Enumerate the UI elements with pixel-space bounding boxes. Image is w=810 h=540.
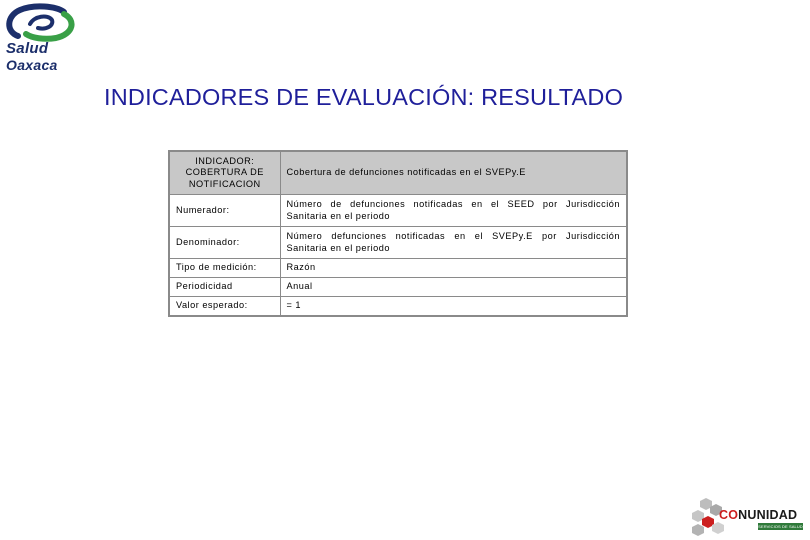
indicator-label-line: INDICADOR:	[195, 155, 255, 166]
row-value: = 1	[280, 297, 627, 317]
table-header-row	[169, 151, 627, 195]
conunidad-brand-text	[719, 508, 797, 522]
page-title: INDICADORES DE EVALUACIÓN: RESULTADO	[104, 84, 624, 110]
salud-swirl-icon	[4, 2, 84, 42]
row-label: Numerador:	[169, 195, 280, 227]
indicator-label-cell	[169, 151, 280, 195]
logo-text-salud: Salud	[6, 40, 49, 57]
indicator-table	[168, 150, 628, 317]
table-row	[169, 227, 627, 259]
brand-rest: NUNIDAD	[738, 508, 798, 522]
row-value: Anual	[280, 278, 627, 297]
logo-text-oaxaca: Oaxaca	[6, 57, 58, 73]
indicator-label-line: NOTIFICACION	[188, 178, 261, 189]
row-value: Número de defunciones notificadas en el SEED por Jurisdicción Sanitaria en el periodo	[280, 195, 627, 227]
row-label: Tipo de medición:	[169, 259, 280, 278]
salud-oaxaca-logo	[4, 2, 84, 72]
row-label: Periodicidad	[169, 278, 280, 297]
table-row	[169, 297, 627, 317]
row-label: Valor esperado:	[169, 297, 280, 317]
row-value: Razón	[280, 259, 627, 278]
table-row	[169, 259, 627, 278]
brand-prefix: CO	[719, 508, 739, 522]
table-row	[169, 278, 627, 297]
table-row	[169, 195, 627, 227]
row-label: Denominador:	[169, 227, 280, 259]
indicator-name-cell: Cobertura de defunciones notificadas en el SVEPy.E	[280, 151, 627, 195]
conunidad-subtitle: SERVICIOS DE SALUD	[758, 524, 803, 529]
indicator-label-line: COBERTURA DE	[185, 167, 264, 178]
row-value: Número defunciones notificadas en el SVEPy.E por Jurisdicción Sanitaria en el periodo	[280, 227, 627, 259]
conunidad-logo	[692, 496, 807, 538]
